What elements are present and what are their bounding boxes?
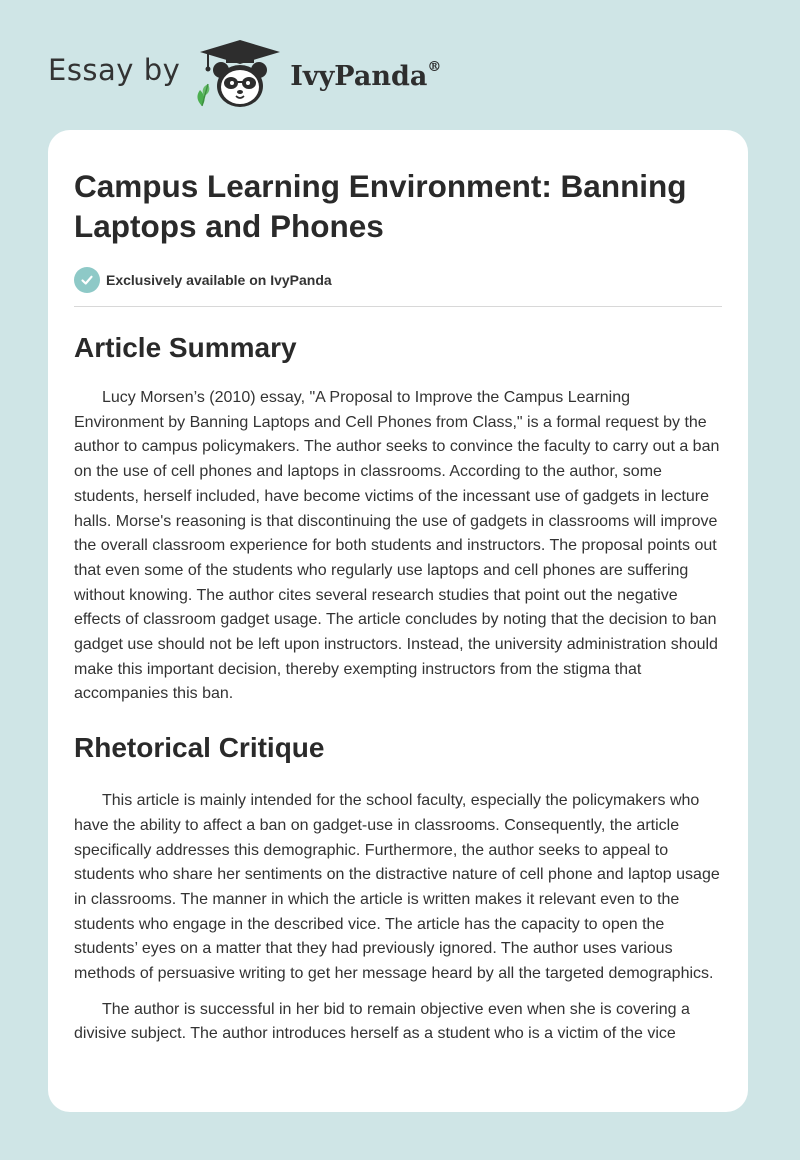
article-title: Campus Learning Environment: Banning Laptops and Phones: [74, 168, 687, 244]
brand-prefix: Essay by: [48, 53, 181, 87]
section-heading-critique: Rhetorical Critique: [74, 732, 325, 764]
registered-mark: ®: [427, 58, 442, 75]
site-header: [48, 34, 441, 114]
divider: [74, 306, 722, 307]
check-circle-icon: [74, 267, 100, 293]
brand-name: IvyPanda®: [290, 58, 442, 92]
badge-text: Exclusively available on IvyPanda: [106, 272, 332, 288]
paragraph: The author is successful in her bid to remain objective even when she is covering a divisive subject. The author introduces herself as a student who is a victim of the vice: [74, 1000, 690, 1043]
paragraph: Lucy Morsen’s (2010) essay, "A Proposal to Improve the Campus Learning Environment by Banning Laptops and Cell Phones from Class," is a formal request by the author to campus policymakers. The author seeks to convince the faculty to carry out a ban on the use of cell phones and laptops in classrooms. According to the author, some students, herself included, have become victims of the incessant use of gadgets in lecture halls. Morse's reasoning is that discontinuing the use of gadgets in classrooms will improve the overall classroom experience for both students and instructors. The proposal points out that even some of the students who regularly use laptops and cell phones are suffering without knowing. The author cites several research studies that point out the negative effects of classroom gadget usage. The article concludes by noting that the decision to ban gadget use should not be left upon instructors. Instead, the university administration should make this important decision, thereby exempting instructors from the stigma that accompanies this ban.: [74, 389, 720, 703]
panda-logo-icon: [194, 36, 286, 112]
article-card: [48, 130, 748, 1112]
paragraph: This article is mainly intended for the school faculty, especially the policymakers who have the ability to affect a ban on gadget-use in classrooms. Consequently, the article specifically addresses this demographic. Furthermore, the author seeks to appeal to students who share her sentiments on the distractive nature of cell phone and laptop usage in classrooms. The manner in which the article is written makes it relevant even to the students who engage in the described vice. The article has the capacity to open the students’ eyes on a matter that they had previously ignored. The author uses various methods of persuasive writing to get her message heard by all the targeted demographics.: [74, 792, 720, 983]
exclusive-badge: [74, 266, 722, 294]
section-heading-summary: Article Summary: [74, 332, 297, 363]
